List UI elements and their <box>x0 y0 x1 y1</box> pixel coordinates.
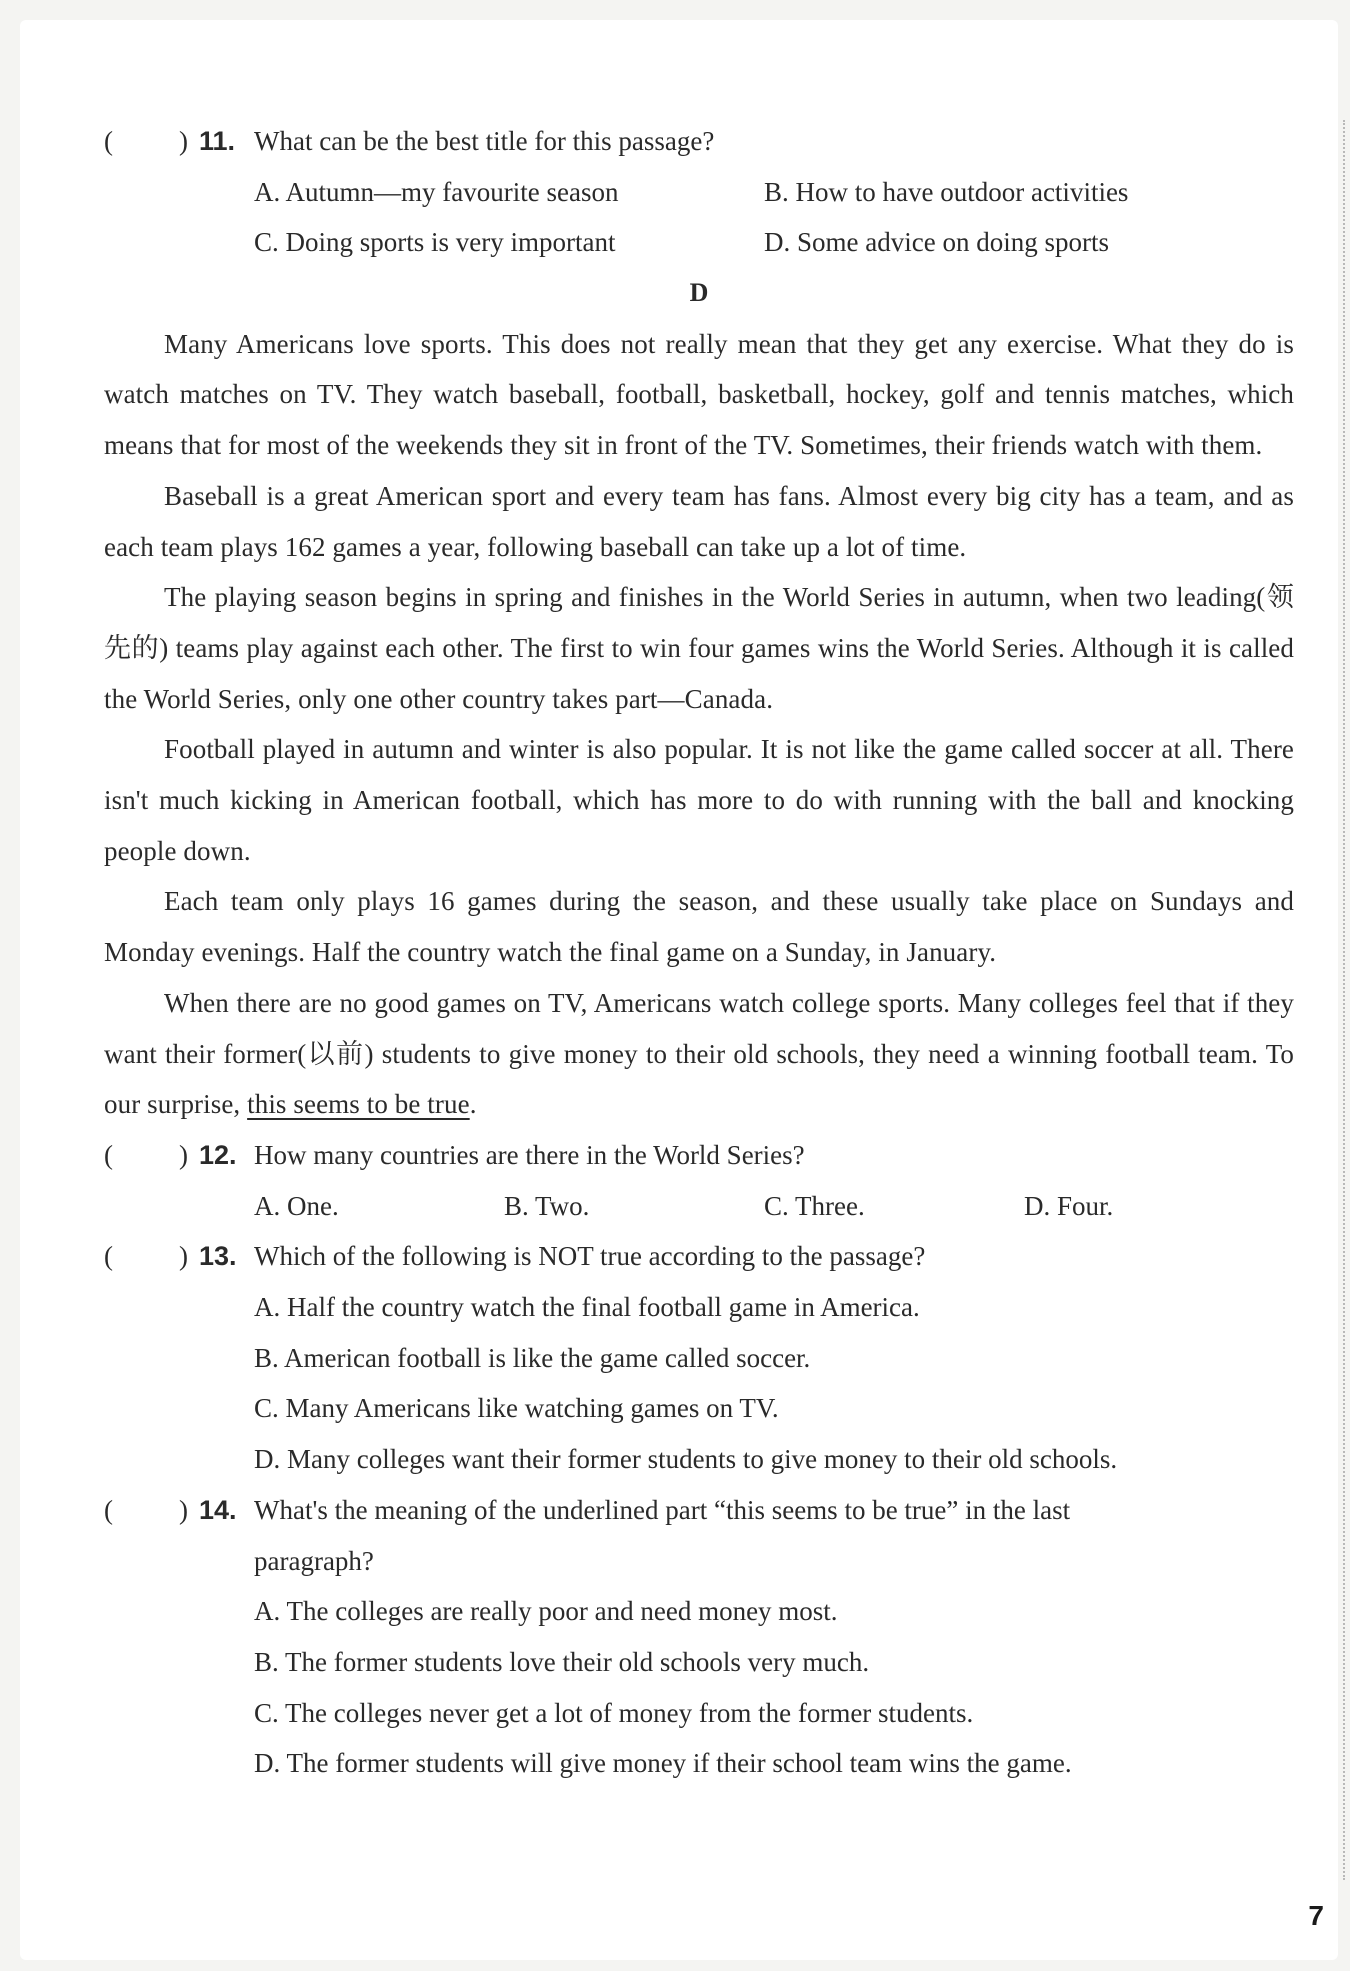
q11-option-d: D. Some advice on doing sports <box>764 227 1109 258</box>
q12-option-c: C. Three. <box>764 1190 865 1221</box>
passage-paragraph-1: Many Americans love sports. This does not really mean that they get any exercise. What they do is watch matches on TV. They watch baseball, football, basketball, hockey, golf and tennis matches, which means that for most of the weekends they sit in front of the TV. Sometimes, their friends watch with them. <box>104 328 1294 461</box>
page-number: 7 <box>1308 1900 1324 1931</box>
underlined-phrase: this seems to be true <box>247 1089 470 1120</box>
question-text: What's the meaning of the underlined part “this seems to be true” in the last <box>254 1494 1071 1525</box>
q14-option-a: A. The colleges are really poor and need money most. <box>254 1596 838 1627</box>
answer-blank-open[interactable]: ( <box>104 1494 113 1525</box>
paragraph-6-text: When there are no good games on TV, Americans watch college sports. Many colleges feel that if they want their former(以前) students to give money to their old schools, they need a winning football team. To our surprise, <box>104 987 1294 1120</box>
passage-body <box>104 319 1294 1130</box>
q11-option-c: C. Doing sports is very important <box>254 227 616 258</box>
q11-options-row-1 <box>104 167 1294 218</box>
question-14 <box>104 1485 1294 1536</box>
passage-paragraph-5: Each team only plays 16 games during the season, and these usually take place on Sundays and Monday evenings. Half the country watch the final game on a Sunday, in January. <box>104 886 1294 968</box>
question-number: 13. <box>199 1241 237 1272</box>
page-content <box>104 116 1294 1789</box>
question-text: How many countries are there in the World Series? <box>254 1140 805 1170</box>
answer-blank-close: ) <box>179 1140 188 1170</box>
answer-blank-open[interactable]: ( <box>104 126 113 156</box>
answer-blank-close: ) <box>179 1494 188 1525</box>
q14-option-b: B. The former students love their old schools very much. <box>254 1646 870 1677</box>
passage-paragraph-2: Baseball is a great American sport and every team has fans. Almost every big city has a team, and as each team plays 162 games a year, following baseball can take up a lot of time. <box>104 480 1294 562</box>
q11-option-b: B. How to have outdoor activities <box>764 176 1129 207</box>
answer-blank-open[interactable]: ( <box>104 1241 113 1272</box>
question-text: What can be the best title for this passage? <box>254 126 715 156</box>
question-number: 11. <box>199 126 236 156</box>
margin-dotted-line <box>1343 120 1345 1880</box>
q13-option-d: D. Many colleges want their former students to give money to their old schools. <box>254 1444 1118 1475</box>
question-text-continued: paragraph? <box>254 1545 374 1576</box>
q12-options-row <box>104 1181 1294 1232</box>
q13-option-c: C. Many Americans like watching games on TV. <box>254 1393 779 1424</box>
passage-paragraph-4: Football played in autumn and winter is also popular. It is not like the game called soccer at all. There isn't much kicking in American football, which has more to do with running with the ball and knocking people down. <box>104 734 1294 866</box>
question-11 <box>104 116 1294 167</box>
q12-option-a: A. One. <box>254 1190 339 1221</box>
question-12 <box>104 1130 1294 1181</box>
answer-blank-open[interactable]: ( <box>104 1140 113 1170</box>
question-text: Which of the following is NOT true according to the passage? <box>254 1241 926 1272</box>
answer-blank-close: ) <box>179 126 188 156</box>
q11-option-a: A. Autumn—my favourite season <box>254 176 619 207</box>
passage-title: D <box>689 278 709 308</box>
q11-options-row-2 <box>104 217 1294 268</box>
passage-paragraph-3: The playing season begins in spring and finishes in the World Series in autumn, when two leading(领先的) teams play against each other. The first to win four games wins the World Series. Although it is called the World Series, only one other country takes part—Canada. <box>104 582 1294 714</box>
passage-paragraph-6 <box>104 978 1294 1130</box>
question-number: 14. <box>199 1494 237 1525</box>
question-13 <box>104 1231 1294 1282</box>
question-number: 12. <box>199 1140 237 1170</box>
q12-option-b: B. Two. <box>504 1190 590 1221</box>
q12-option-d: D. Four. <box>1024 1190 1114 1221</box>
q14-option-d: D. The former students will give money if their school team wins the game. <box>254 1748 1072 1779</box>
q14-option-c: C. The colleges never get a lot of money from the former students. <box>254 1697 974 1728</box>
worksheet-page <box>20 20 1338 1960</box>
q13-option-a: A. Half the country watch the final football game in America. <box>254 1292 920 1323</box>
paragraph-6-end: . <box>469 1089 477 1120</box>
q13-option-b: B. American football is like the game called soccer. <box>254 1342 811 1373</box>
answer-blank-close: ) <box>179 1241 188 1272</box>
